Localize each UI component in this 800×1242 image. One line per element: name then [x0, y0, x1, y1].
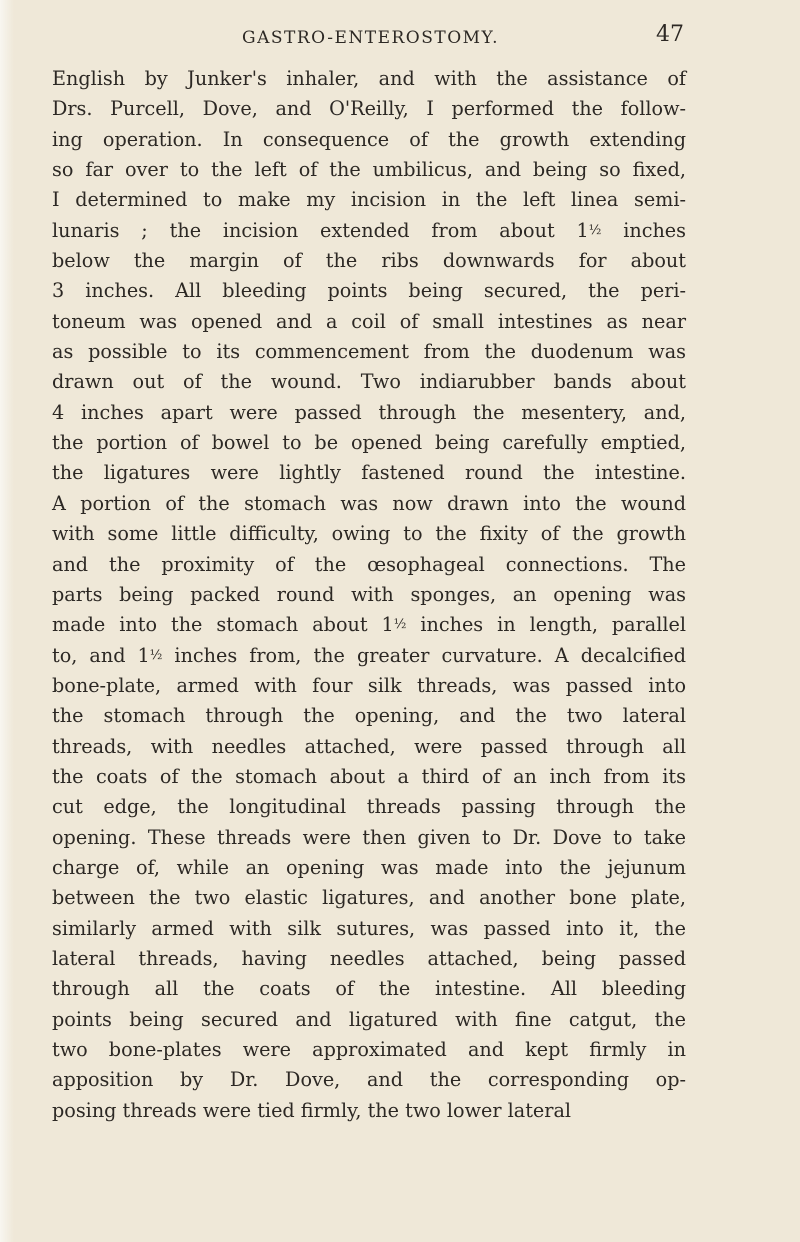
text-segment: to, and 1 [52, 643, 150, 667]
text-line: the ligatures were lightly fastened round the intestine. [52, 461, 686, 485]
text-segment: inches in length, parallel [406, 613, 686, 637]
text-line: two bone-plates were approximated and kept firmly in [52, 1038, 686, 1061]
text-line [52, 610, 686, 640]
text-line: the coats of the stomach about a third of an inch from its [52, 764, 686, 788]
fraction: ½ [149, 647, 163, 663]
text-line: the portion of bowel to be opened being carefully emptied, [52, 431, 686, 455]
fraction: ½ [588, 222, 602, 238]
text-line: drawn out of the wound. Two indiarubber bands about [52, 370, 686, 394]
text-line: 4 inches apart were passed through the mesentery, and, [52, 400, 686, 424]
text-line: the stomach through the opening, and the two lateral [52, 704, 686, 728]
text-line: as possible to its commencement from the duodenum was [52, 340, 686, 364]
text-line: lateral threads, having needles attached, being passed [52, 946, 686, 970]
text-line: I determined to make my incision in the left linea semi- [52, 188, 686, 212]
text-line: threads, with needles attached, were passed through all [52, 734, 686, 758]
text-line: similarly armed with silk sutures, was passed into it, the [52, 916, 686, 940]
text-line: between the two elastic ligatures, and another bone plate, [52, 886, 686, 910]
text-line: apposition by Dr. Dove, and the corresponding op- [52, 1068, 686, 1092]
text-line: so far over to the left of the umbilicus, and being so fixed, [52, 158, 686, 182]
text-line: through all the coats of the intestine. All bleeding [52, 977, 686, 1001]
text-segment: lunaris ; the incision extended from about 1 [52, 218, 589, 242]
text-line: cut edge, the longitudinal threads passing through the [52, 795, 686, 819]
body-text [52, 64, 686, 1126]
text-line: below the margin of the ribs downwards for about [52, 249, 686, 273]
fraction: ½ [393, 617, 407, 633]
text-line: 3 inches. All bleeding points being secured, the peri- [52, 279, 686, 303]
page-edge [0, 0, 14, 1242]
text-line: Drs. Purcell, Dove, and O'Reilly, I performed the follow- [52, 97, 686, 121]
text-line: with some little difficulty, owing to the fixity of the growth [52, 522, 686, 546]
text-line: charge of, while an opening was made into the jejunum [52, 855, 686, 879]
text-line: parts being packed round with sponges, an opening was [52, 582, 686, 606]
page-header [52, 22, 684, 52]
text-line [52, 641, 686, 671]
text-line: opening. These threads were then given to Dr. Dove to take [52, 825, 686, 849]
text-line: English by Junker's inhaler, and with the assistance of [52, 67, 686, 90]
text-line: ing operation. In consequence of the growth extending [52, 127, 686, 151]
text-line: and the proximity of the œsophageal connections. The [52, 552, 686, 576]
text-segment: inches [601, 218, 687, 242]
text-line: bone-plate, armed with four silk threads, was passed into [52, 673, 686, 697]
text-line: A portion of the stomach was now drawn into the wound [52, 491, 686, 515]
text-line: toneum was opened and a coil of small intestines as near [52, 309, 686, 333]
text-line: points being secured and ligatured with fine catgut, the [52, 1007, 686, 1031]
text-segment: inches from, the greater curvature. A decalcified [162, 643, 686, 667]
running-head: GASTRO-ENTEROSTOMY. [242, 28, 499, 48]
text-line: posing threads were tied firmly, the two lower lateral [52, 1098, 572, 1122]
page-number: 47 [656, 22, 684, 47]
text-segment: made into the stomach about 1 [52, 613, 394, 637]
text-line [52, 216, 686, 246]
